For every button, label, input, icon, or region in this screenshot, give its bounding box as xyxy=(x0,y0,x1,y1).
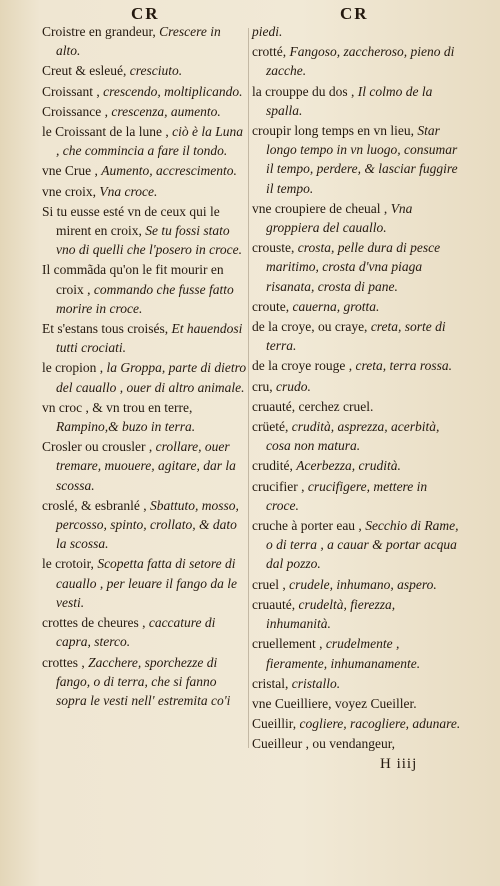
entry-headword: vne Crue , xyxy=(42,163,98,179)
entry-headword: Croistre en grandeur, xyxy=(42,24,156,39)
dictionary-entry xyxy=(252,456,462,475)
entry-headword: de la croye rouge , xyxy=(252,358,353,374)
entry-translation: commando che fusse fatto morire in croce. xyxy=(56,281,234,316)
right-column xyxy=(252,22,462,755)
entry-headword: Et s'estans tous croisés, xyxy=(42,321,169,337)
dictionary-entry xyxy=(252,417,462,455)
dictionary-entry xyxy=(252,674,462,693)
entry-translation: Il colmo de la spalla. xyxy=(266,83,433,118)
entry-headword: cruauté, cerchez cruel. xyxy=(252,398,374,414)
dictionary-entry xyxy=(42,161,247,180)
dictionary-entry xyxy=(42,182,247,201)
entry-headword: Creut & esleué, xyxy=(42,63,127,79)
entry-headword: vn croc , & vn trou en terre, xyxy=(42,399,193,415)
dictionary-entry xyxy=(252,634,462,672)
entry-headword: crüeté, xyxy=(252,419,289,435)
entry-headword: de la croye, ou craye, xyxy=(252,319,368,335)
dictionary-entry xyxy=(252,595,462,633)
dictionary-entry xyxy=(252,377,462,396)
entry-translation: crescendo, moltiplicando. xyxy=(103,83,243,99)
entry-headword: crudité, xyxy=(252,458,293,474)
dictionary-entry xyxy=(42,61,247,80)
entry-translation: Zacchere, sporchezze di fango, o di terra, che si fanno sopra le vesti nell' estremita co'i xyxy=(56,654,231,708)
entry-headword: Crosler ou crousler , xyxy=(42,439,153,455)
entry-headword: vne Cueilliere, voyez Cueiller. xyxy=(252,695,417,711)
entry-headword: Si tu eusse esté vn de ceux qui le mirent en croix, xyxy=(42,203,220,239)
entry-headword: croslé, & esbranlé , xyxy=(42,497,147,513)
entry-headword: crottes , xyxy=(42,654,85,670)
entry-headword: Cueillir, xyxy=(252,716,297,732)
entry-translation: Se tu fossi stato vno di quelli che l'posero in croce. xyxy=(56,223,242,258)
dictionary-entry xyxy=(252,121,462,198)
entry-translation: crollare, ouer tremare, muouere, agitare, dar la scossa. xyxy=(56,439,236,493)
entry-translation: Vna groppiera del cauallo. xyxy=(266,200,413,236)
dictionary-entry xyxy=(42,102,247,121)
dictionary-entry xyxy=(252,714,462,733)
dictionary-entry xyxy=(42,496,247,554)
dictionary-entry xyxy=(252,22,462,41)
entry-headword: crottes de cheures , xyxy=(42,615,146,631)
entry-translation: Fangoso, zaccheroso, pieno di zacche. xyxy=(266,44,455,79)
entry-headword: la crouppe du dos , xyxy=(252,83,355,99)
header-right: CR xyxy=(340,4,369,23)
entry-translation: creta, sorte di terra. xyxy=(266,319,446,354)
entry-headword: croupir long temps en vn lieu, xyxy=(252,123,414,139)
dictionary-entry xyxy=(252,297,462,316)
entry-translation: ciò è la Luna , che commincia a fare il tondo. xyxy=(56,124,243,159)
entry-translation: crudo. xyxy=(276,378,311,394)
entry-translation: crosta, pelle dura di pesce maritimo, crosta d'vna piaga risanata, crosta di pane. xyxy=(266,240,441,294)
header-left: CR xyxy=(131,4,160,23)
entry-headword: vne croupiere de cheual , xyxy=(252,200,388,216)
entry-translation: Scopetta fatta di setore di cauallo , per leuare il fango da le vesti. xyxy=(56,556,237,610)
dictionary-entry xyxy=(252,516,462,574)
dictionary-entry xyxy=(252,238,462,296)
entry-translation: Star longo tempo in vn luogo, consumar il tempo, perdere, & lasciar fuggire il tempo. xyxy=(266,123,458,196)
entry-translation: cauerna, grotta. xyxy=(292,298,380,314)
dictionary-entry xyxy=(252,199,462,237)
dictionary-entry xyxy=(42,122,247,160)
entry-translation: cristallo. xyxy=(291,675,341,691)
running-header xyxy=(0,4,500,24)
dictionary-entry xyxy=(42,398,247,436)
entry-headword: crucifier , xyxy=(252,478,305,494)
dictionary-entry xyxy=(42,202,247,260)
dictionary-entry xyxy=(42,653,247,711)
dictionary-entry xyxy=(252,734,462,753)
entry-headword: cruel , xyxy=(252,576,286,592)
entry-headword: le cropion , xyxy=(42,360,104,376)
dictionary-entry xyxy=(42,319,247,357)
entry-translation: crescenza, aumento. xyxy=(111,103,221,119)
entry-headword: cruellement , xyxy=(252,636,323,652)
entry-translation: creta, terra rossa. xyxy=(355,358,452,374)
dictionary-entry xyxy=(252,575,462,594)
entry-headword: cruauté, xyxy=(252,596,296,612)
entry-translation: Crescere in alto. xyxy=(56,24,221,59)
dictionary-entry xyxy=(42,260,247,318)
entry-headword: le crotoir, xyxy=(42,556,94,572)
entry-translation: cresciuto. xyxy=(129,63,183,79)
entry-headword: le Croissant de la lune , xyxy=(42,124,169,140)
entry-headword: Croissant , xyxy=(42,83,100,99)
left-column xyxy=(42,22,247,711)
dictionary-entry xyxy=(42,358,247,396)
dictionary-entry xyxy=(252,317,462,355)
dictionary-entry xyxy=(42,437,247,495)
entry-translation: Aumento, accrescimento. xyxy=(101,163,237,179)
column-divider xyxy=(248,28,249,748)
entry-translation: cogliere, racogliere, adunare. xyxy=(299,716,461,732)
entry-translation: crudità, asprezza, acerbità, cosa non matura. xyxy=(266,419,440,454)
entry-headword: croute, xyxy=(252,298,290,314)
entry-translation: caccature di capra, sterco. xyxy=(56,615,216,650)
entry-translation: Vna croce. xyxy=(99,183,158,199)
dictionary-entry xyxy=(42,554,247,612)
entry-headword: Croissance , xyxy=(42,103,108,119)
entry-translation: crudeltà, fierezza, inhumanità. xyxy=(266,596,396,632)
dictionary-entry xyxy=(252,694,462,713)
entry-headword: Il commãda qu'on le fit mourir en croix , xyxy=(42,262,224,297)
entry-translation: Secchio di Rame, o di terra , a cauar & portar acqua dal pozzo. xyxy=(266,518,459,572)
dictionary-entry xyxy=(42,82,247,101)
entry-translation: piedi. xyxy=(252,24,283,39)
entry-headword: Cueilleur , ou vendangeur, xyxy=(252,736,396,752)
dictionary-entry xyxy=(252,356,462,375)
dictionary-entry xyxy=(252,397,462,416)
entry-headword: cruche à porter eau , xyxy=(252,518,362,534)
entry-translation: crudele, inhumano, aspero. xyxy=(289,576,437,592)
entry-headword: crotté, xyxy=(252,44,287,60)
entry-headword: vne croix, xyxy=(42,183,96,199)
dictionary-entry xyxy=(252,42,462,80)
dictionary-entry xyxy=(252,82,462,120)
dictionary-entry xyxy=(42,613,247,651)
entry-headword: cru, xyxy=(252,378,273,394)
entry-translation: Rampino,& buzo in terra. xyxy=(56,419,196,435)
dictionary-entry xyxy=(252,477,462,515)
entry-translation: Et hauendosi tutti crociati. xyxy=(56,321,243,356)
entry-translation: crucifigere, mettere in croce. xyxy=(266,478,428,513)
entry-translation: Acerbezza, crudità. xyxy=(296,458,401,474)
signature-mark: H iiij xyxy=(380,756,418,772)
entry-headword: cristal, xyxy=(252,675,289,691)
entry-translation: crudelmente , fieramente, inhumanamente. xyxy=(266,636,421,671)
entry-translation: Sbattuto, mosso, percosso, spinto, crollato, & dato la scossa. xyxy=(56,497,239,552)
dictionary-entry xyxy=(42,22,247,60)
entry-translation: la Groppa, parte di dietro del cauallo , ouer di altro animale. xyxy=(56,360,247,395)
entry-headword: crouste, xyxy=(252,240,295,256)
